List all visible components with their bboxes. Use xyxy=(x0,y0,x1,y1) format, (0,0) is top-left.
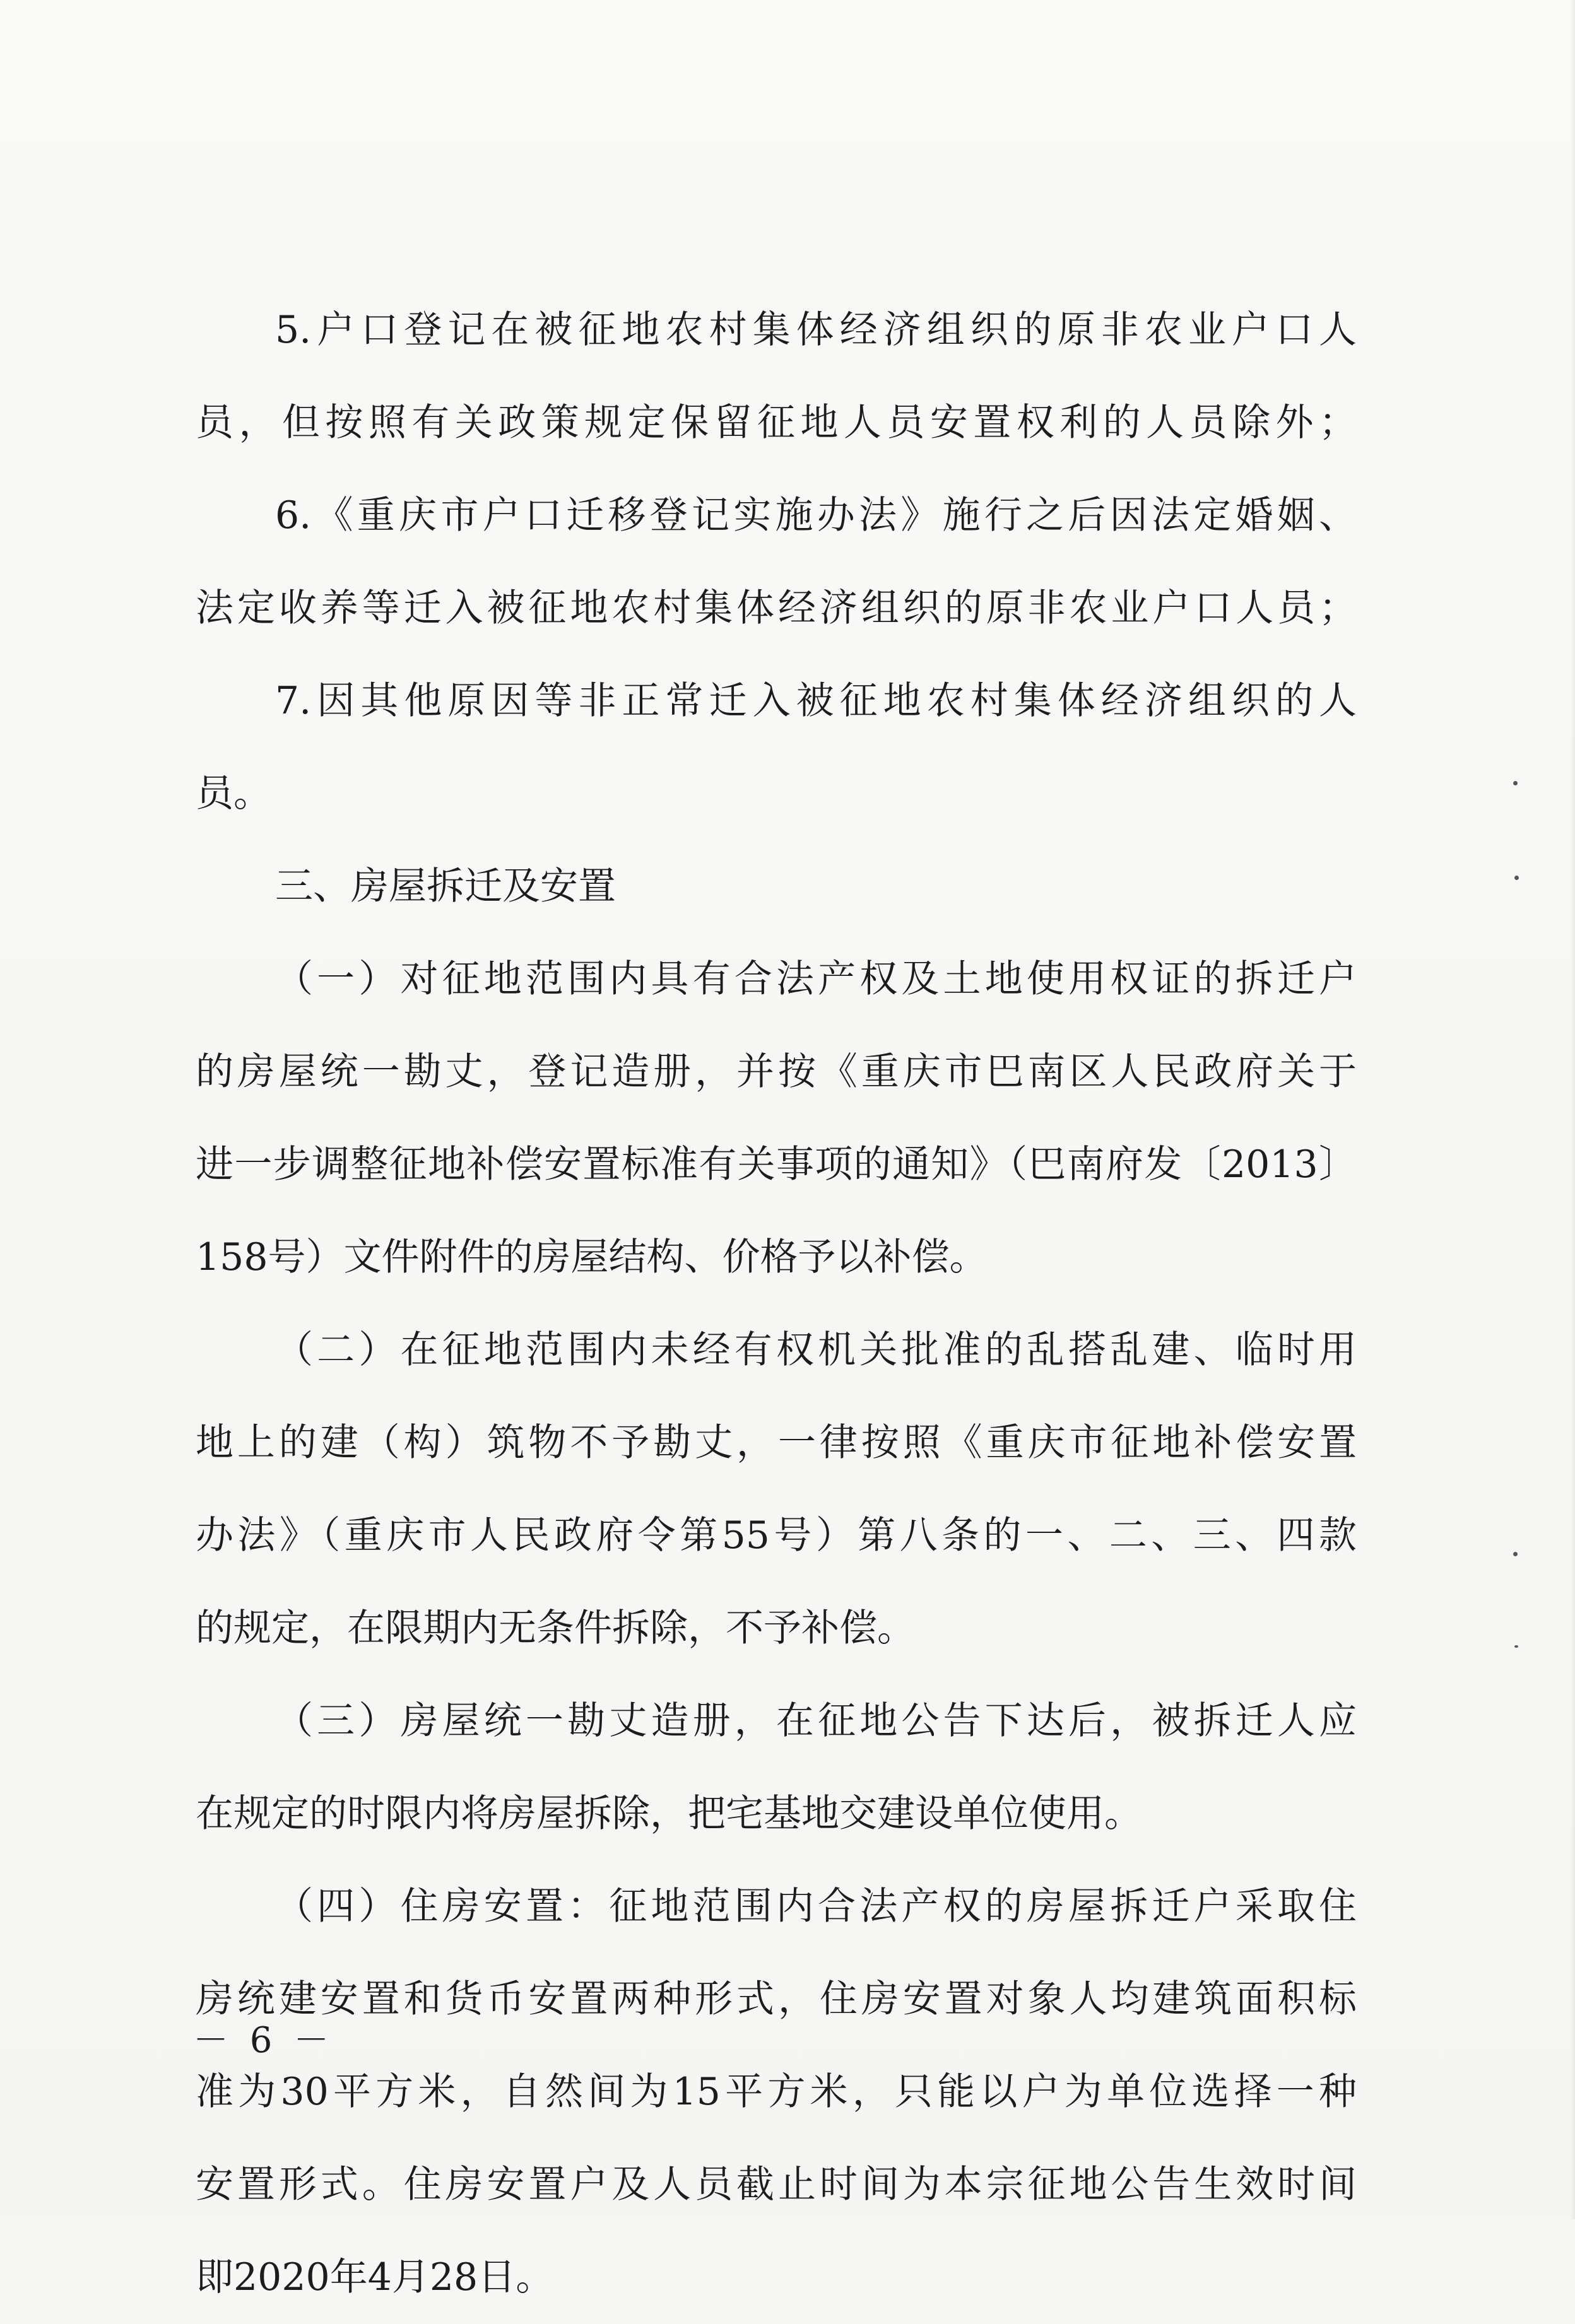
paragraph-line: 法定收养等迁入被征地农村集体经济组织的原非农业户口人员； xyxy=(196,586,1357,630)
paragraph-line: 员。 xyxy=(196,772,271,816)
paragraph-line: 准为30平方米，自然间为15平方米，只能以户为单位选择一种 xyxy=(196,2070,1357,2114)
section-heading: 三、房屋拆迁及安置 xyxy=(275,864,616,908)
paragraph-line: 的规定，在限期内无条件拆除，不予补偿。 xyxy=(196,1606,915,1650)
paragraph-line: 158号）文件附件的房屋结构、价格予以补偿。 xyxy=(196,1235,988,1279)
paragraph-line: （四）住房安置：征地范围内合法产权的房屋拆迁户采取住 xyxy=(275,1884,1357,1928)
paragraph-line: （一）对征地范围内具有合法产权及土地使用权证的拆迁户 xyxy=(275,957,1357,1001)
paragraph-line: 5.户口登记在被征地农村集体经济组织的原非农业户口人 xyxy=(275,308,1357,352)
paragraph-line: 进一步调整征地补偿安置标准有关事项的通知》（巴南府发〔2013〕 xyxy=(196,1142,1357,1187)
paragraph-line: 地上的建（构）筑物不予勘丈，一律按照《重庆市征地补偿安置 xyxy=(196,1421,1357,1465)
paragraph-line: 的房屋统一勘丈，登记造册，并按《重庆市巴南区人民政府关于 xyxy=(196,1050,1357,1094)
paragraph-line: 安置形式。住房安置户及人员截止时间为本宗征地公告生效时间 xyxy=(196,2163,1357,2207)
page-edge-shadow xyxy=(1570,0,1575,2219)
paragraph-line: 即2020年4月28日。 xyxy=(196,2255,554,2299)
document-body xyxy=(196,284,1357,2324)
scan-speck xyxy=(1514,1645,1518,1648)
paragraph-line: （二）在征地范围内未经有权机关批准的乱搭乱建、临时用 xyxy=(275,1328,1357,1372)
paragraph-line: 6.《重庆市户口迁移登记实施办法》施行之后因法定婚姻、 xyxy=(275,493,1357,537)
paragraph-line: 在规定的时限内将房屋拆除，把宅基地交建设单位使用。 xyxy=(196,1792,1142,1836)
scan-speck xyxy=(1513,1552,1518,1556)
page-number: － 6 － xyxy=(193,2020,334,2061)
scan-speck xyxy=(1513,781,1518,785)
paragraph-line: （三）房屋统一勘丈造册，在征地公告下达后，被拆迁人应 xyxy=(275,1699,1357,1743)
paragraph-line: 办法》（重庆市人民政府令第55号）第八条的一、二、三、四款 xyxy=(196,1513,1357,1558)
paragraph-line: 7.因其他原因等非正常迁入被征地农村集体经济组织的人 xyxy=(275,679,1357,723)
paragraph-line: 员，但按照有关政策规定保留征地人员安置权利的人员除外； xyxy=(196,401,1357,445)
paragraph-line: 房统建安置和货币安置两种形式，住房安置对象人均建筑面积标 xyxy=(196,1977,1357,2021)
scan-speck xyxy=(1514,876,1519,880)
